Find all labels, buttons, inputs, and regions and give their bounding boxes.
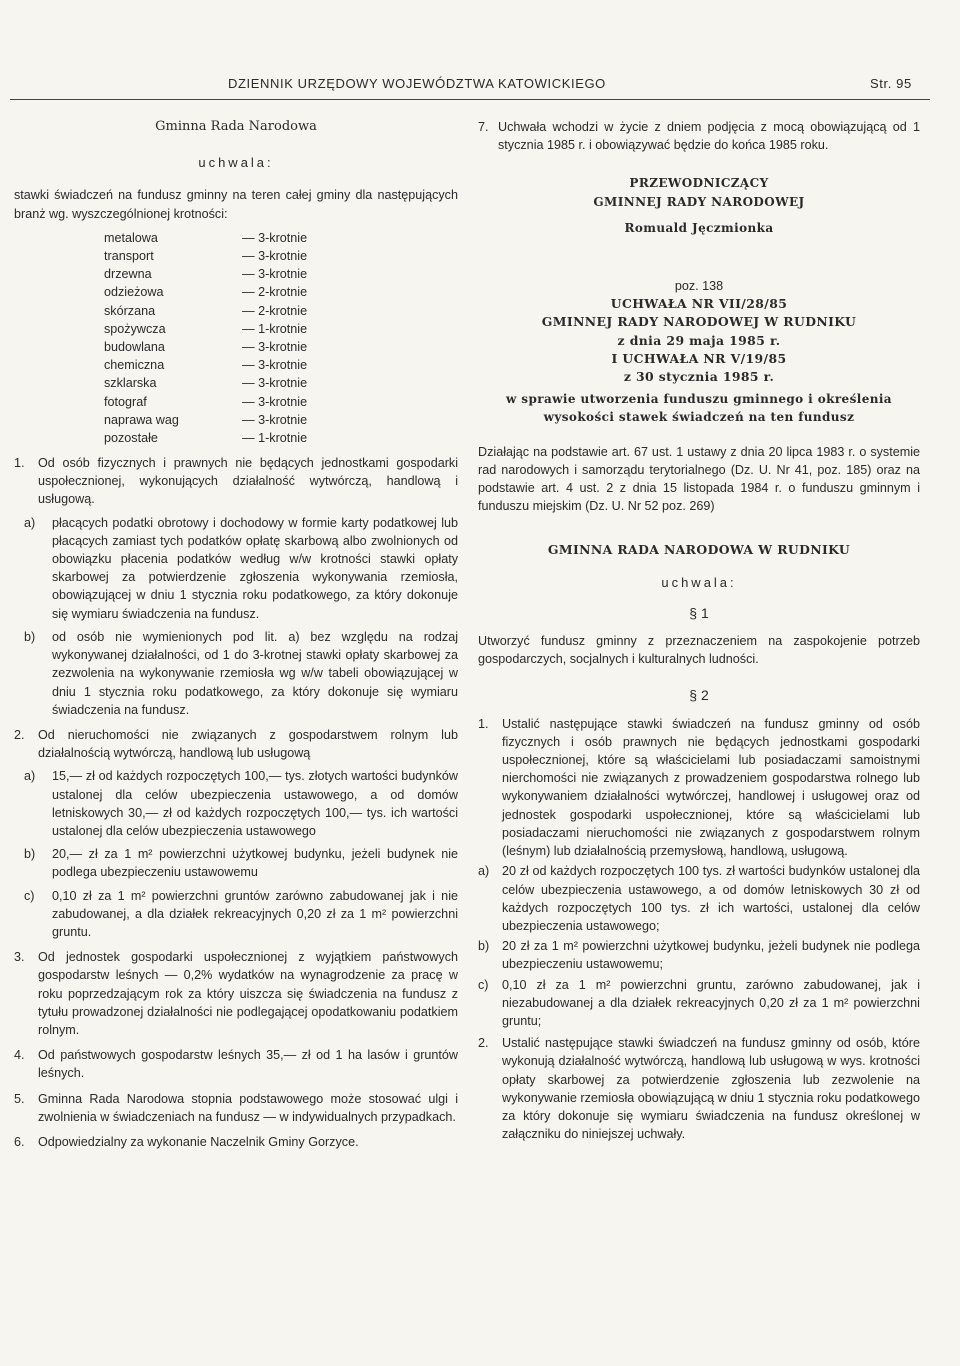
branch-row: skórzana — 2-krotnie	[104, 303, 308, 318]
right-column	[478, 118, 920, 1143]
authority-heading-2: GMINNA RADA NARODOWA W RUDNIKU	[547, 542, 851, 558]
intro-paragraph: stawki świadczeń na fundusz gminny na teren całej gminy dla następujących branż wg. wyszczególnionej krotności:	[14, 188, 458, 221]
clause-1a: a) 20 zł od każdych rozpoczętych 100 tys. zł wartości budynków ustalonej dla celów ubezpieczenia ustawowego, a od domów letniskowych 30 zł od każdych rozpoczętych 100 tys. zł ich wartości, ustalonej dla celów ubezpieczenia ustawowego;	[478, 864, 920, 933]
page-header	[0, 76, 960, 96]
section-1-heading: § 1	[689, 604, 709, 621]
point-2c: c) 0,10 zł za 1 m² powierzchni gruntów zarówno zabudowanej jak i nie zabudowanej, a dla działek rekreacyjnych 0,20 zł za 1 m² powierzchni gruntu.	[24, 888, 458, 939]
header-rule	[10, 99, 930, 100]
authority-heading: Gminna Rada Narodowa	[155, 119, 317, 134]
chair-name: Romuald Jęczmionka	[624, 220, 774, 235]
clause-1b: b) 20 zł za 1 m² powierzchni użytkowej budynku, jeżeli budynek nie podlega ubezpieczeniu ustawowemu;	[478, 939, 920, 972]
page-number: Str. 95	[870, 76, 912, 91]
left-column	[14, 118, 458, 1151]
branch-row: drzewna — 3-krotnie	[104, 267, 308, 282]
resolution-date-2: z 30 stycznia 1985 r.	[623, 369, 775, 385]
resolution-title-1: UCHWAŁA NR VII/28/85	[610, 296, 788, 312]
branch-row: odzieżowa — 2-krotnie	[104, 285, 308, 300]
resolution-council: GMINNEJ RADY NARODOWEJ W RUDNIKU	[541, 314, 857, 330]
clause-1: 1. Ustalić następujące stawki świadczeń na fundusz gminny od osób fizycznych i osób prawnych nie będących jednostkami gospodarki uspołecznionej, które są właścicielami lub posiadaczami samoistnymi nierchomości nie związanych z prowadzeniem gospodarstwa rolnego lub wykonywaniem działalności wytwórczej, handlowej i usługowej oraz od jednostek gospodarki uspołecznionej, które są właścicielami lub posiadaczami nieruchomości nie związanych z gospodarstwem rolnym (leśnym) lub działalnością przemysłową, handlową, usługową.	[478, 716, 920, 859]
point-1b: b) od osób nie wymienionych pod lit. a) bez względu na rodzaj wykonywanej działalności, od 1 do 3-krotnej stawki opłaty skarbowej za zezwolenia na wykonywanie rzemiosła wg w/w tabeli obowiązującej w dniu 1 stycznia roku podatkowego, za który dokonuje się wymiaru świadczenia na fundusz.	[24, 629, 458, 717]
section-1-text: Utworzyć fundusz gminny z przeznaczeniem na zaspokojenie potrzeb gospodarczych, socjalnych i kulturalnych ludności.	[478, 634, 920, 667]
branch-row: budowlana — 3-krotnie	[104, 339, 308, 354]
branch-table	[104, 229, 458, 447]
resolution-word: uchwala:	[198, 155, 274, 171]
chair-council: GMINNEJ RADY NARODOWEJ	[593, 194, 805, 209]
branch-row: szklarska — 3-krotnie	[104, 376, 308, 391]
point-3: 3. Od jednostek gospodarki uspołecznionej z wyjątkiem państwowych gospodarstw leśnych — 0,2% wydatków na wynagrodzenie za pracę w roku poprzedzającym rok za który uiszcza się świadczenia na fundusz z tytułu prowadzonej działalności nie podlegającej opodatkowaniu podatkiem rolnym.	[14, 950, 458, 1037]
branch-row: spożywcza — 1-krotnie	[104, 321, 308, 336]
clause-2: 2. Ustalić następujące stawki świadczeń na fundusz gminny od osób, które wykonują działalność wytwórczą, handlową lub usługową w wys. krotności opłaty skarbowej za potwierdzenie zgłoszenia lub zezwolenie na wykonywanie rzemiosła obowiązującą w dniu 1 stycznia roku podatkowego za który dokonuje się wymiaru świadczenia na fundusz określonej w załączniku do niniejszej uchwały.	[478, 1036, 920, 1142]
branch-row: transport — 3-krotnie	[104, 249, 308, 263]
resolution-subject: w sprawie utworzenia funduszu gminnego i określenia wysokości stawek świadczeń na ten fundusz	[506, 392, 892, 425]
branch-row: fotograf — 3-krotnie	[104, 394, 308, 409]
journal-title: DZIENNIK URZĘDOWY WOJEWÓDZTWA KATOWICKIEGO	[228, 76, 606, 91]
clause-1c: c) 0,10 zł za 1 m² powierzchni gruntu, zarówno zabudowanej, jak i niezabudowanej a dla działek rekreacyjnych 0,20 zł za 1 m² powierzchni gruntu;	[478, 977, 920, 1028]
point-1: 1. Od osób fizycznych i prawnych nie będących jednostkami gospodarki uspołecznionej, wykonujących działalność wytwórczą, handlową i usługową.	[14, 456, 458, 507]
point-1a: a) płacących podatki obrotowy i dochodowy w formie karty podatkowej lub płacących zamiast tych podatków opłatę skarbową albo zwolnionych od obowiązku płacenia podatków według w/w krotności stawki opłaty skarbowej za potwierdzenie zgłoszenia wykonywania rzemiosła, obowiązującej w dniu 1 stycznia roku podatkowego, za który dokonuje się wymiaru świadczenia na fundusz.	[24, 515, 458, 621]
resolution-word-2: uchwala:	[661, 574, 737, 590]
position-number: poz. 138	[674, 279, 724, 294]
branch-row: pozostałe — 1-krotnie	[104, 430, 308, 445]
clause-1-subitems	[478, 862, 920, 1030]
point-6: 6. Odpowiedzialny za wykonanie Naczelnik Gminy Gorzyce.	[14, 1134, 359, 1149]
point-5: 5. Gminna Rada Narodowa stopnia podstawowego może stosować ulgi i zwolnienia w świadczeniach na fundusz — w indywidualnych przypadkach.	[14, 1091, 458, 1124]
branch-row: naprawa wag — 3-krotnie	[104, 412, 308, 427]
branch-row: metalowa — 3-krotnie	[104, 230, 308, 245]
resolution-date-1: z dnia 29 maja 1985 r.	[617, 332, 781, 348]
branch-row: chemiczna — 3-krotnie	[104, 358, 308, 373]
point-2a: a) 15,— zł od każdych rozpoczętych 100,— tys. złotych wartości budynków ustalonej dla celów ubezpieczenia ustawowego, a od domów letniskowych 30,— zł od każdych rozpoczętych 100,— tys. ich wartości ustalonej dla celów ubezpieczenia ustawowego	[24, 769, 458, 838]
resolution-title-2: I UCHWAŁA NR V/19/85	[611, 350, 787, 366]
section-2-heading: § 2	[689, 687, 709, 704]
point-2b: b) 20,— zł za 1 m² powierzchni użytkowej budynku, jeżeli budynek nie podlega ubezpieczeniu ustawowemu	[24, 847, 458, 880]
point-7: 7. Uchwała wchodzi w życie z dniem podjęcia z mocą obowiązującą od 1 stycznia 1985 r. i obowiązywać będzie do końca 1985 roku.	[478, 120, 920, 153]
point-2: 2. Od nieruchomości nie związanych z gospodarstwem rolnym lub działalnością wytwórczą, handlową lub usługową	[14, 727, 458, 761]
legal-basis: Działając na podstawie art. 67 ust. 1 ustawy z dnia 20 lipca 1983 r. o systemie rad narodowych i samorządu terytorialnego (Dz. U. Nr 41, poz. 185) oraz na podstawie art. 4 ust. 2 z dnia 15 listopada 1984 r. o funduszu gminnym i funduszu miejskim (Dz. U. Nr 52 poz. 269)	[478, 444, 920, 514]
point-4: 4. Od państwowych gospodarstw leśnych 35,— zł od 1 ha lasów i gruntów leśnych.	[14, 1048, 458, 1081]
chair-title: PRZEWODNICZĄCY	[629, 176, 769, 191]
